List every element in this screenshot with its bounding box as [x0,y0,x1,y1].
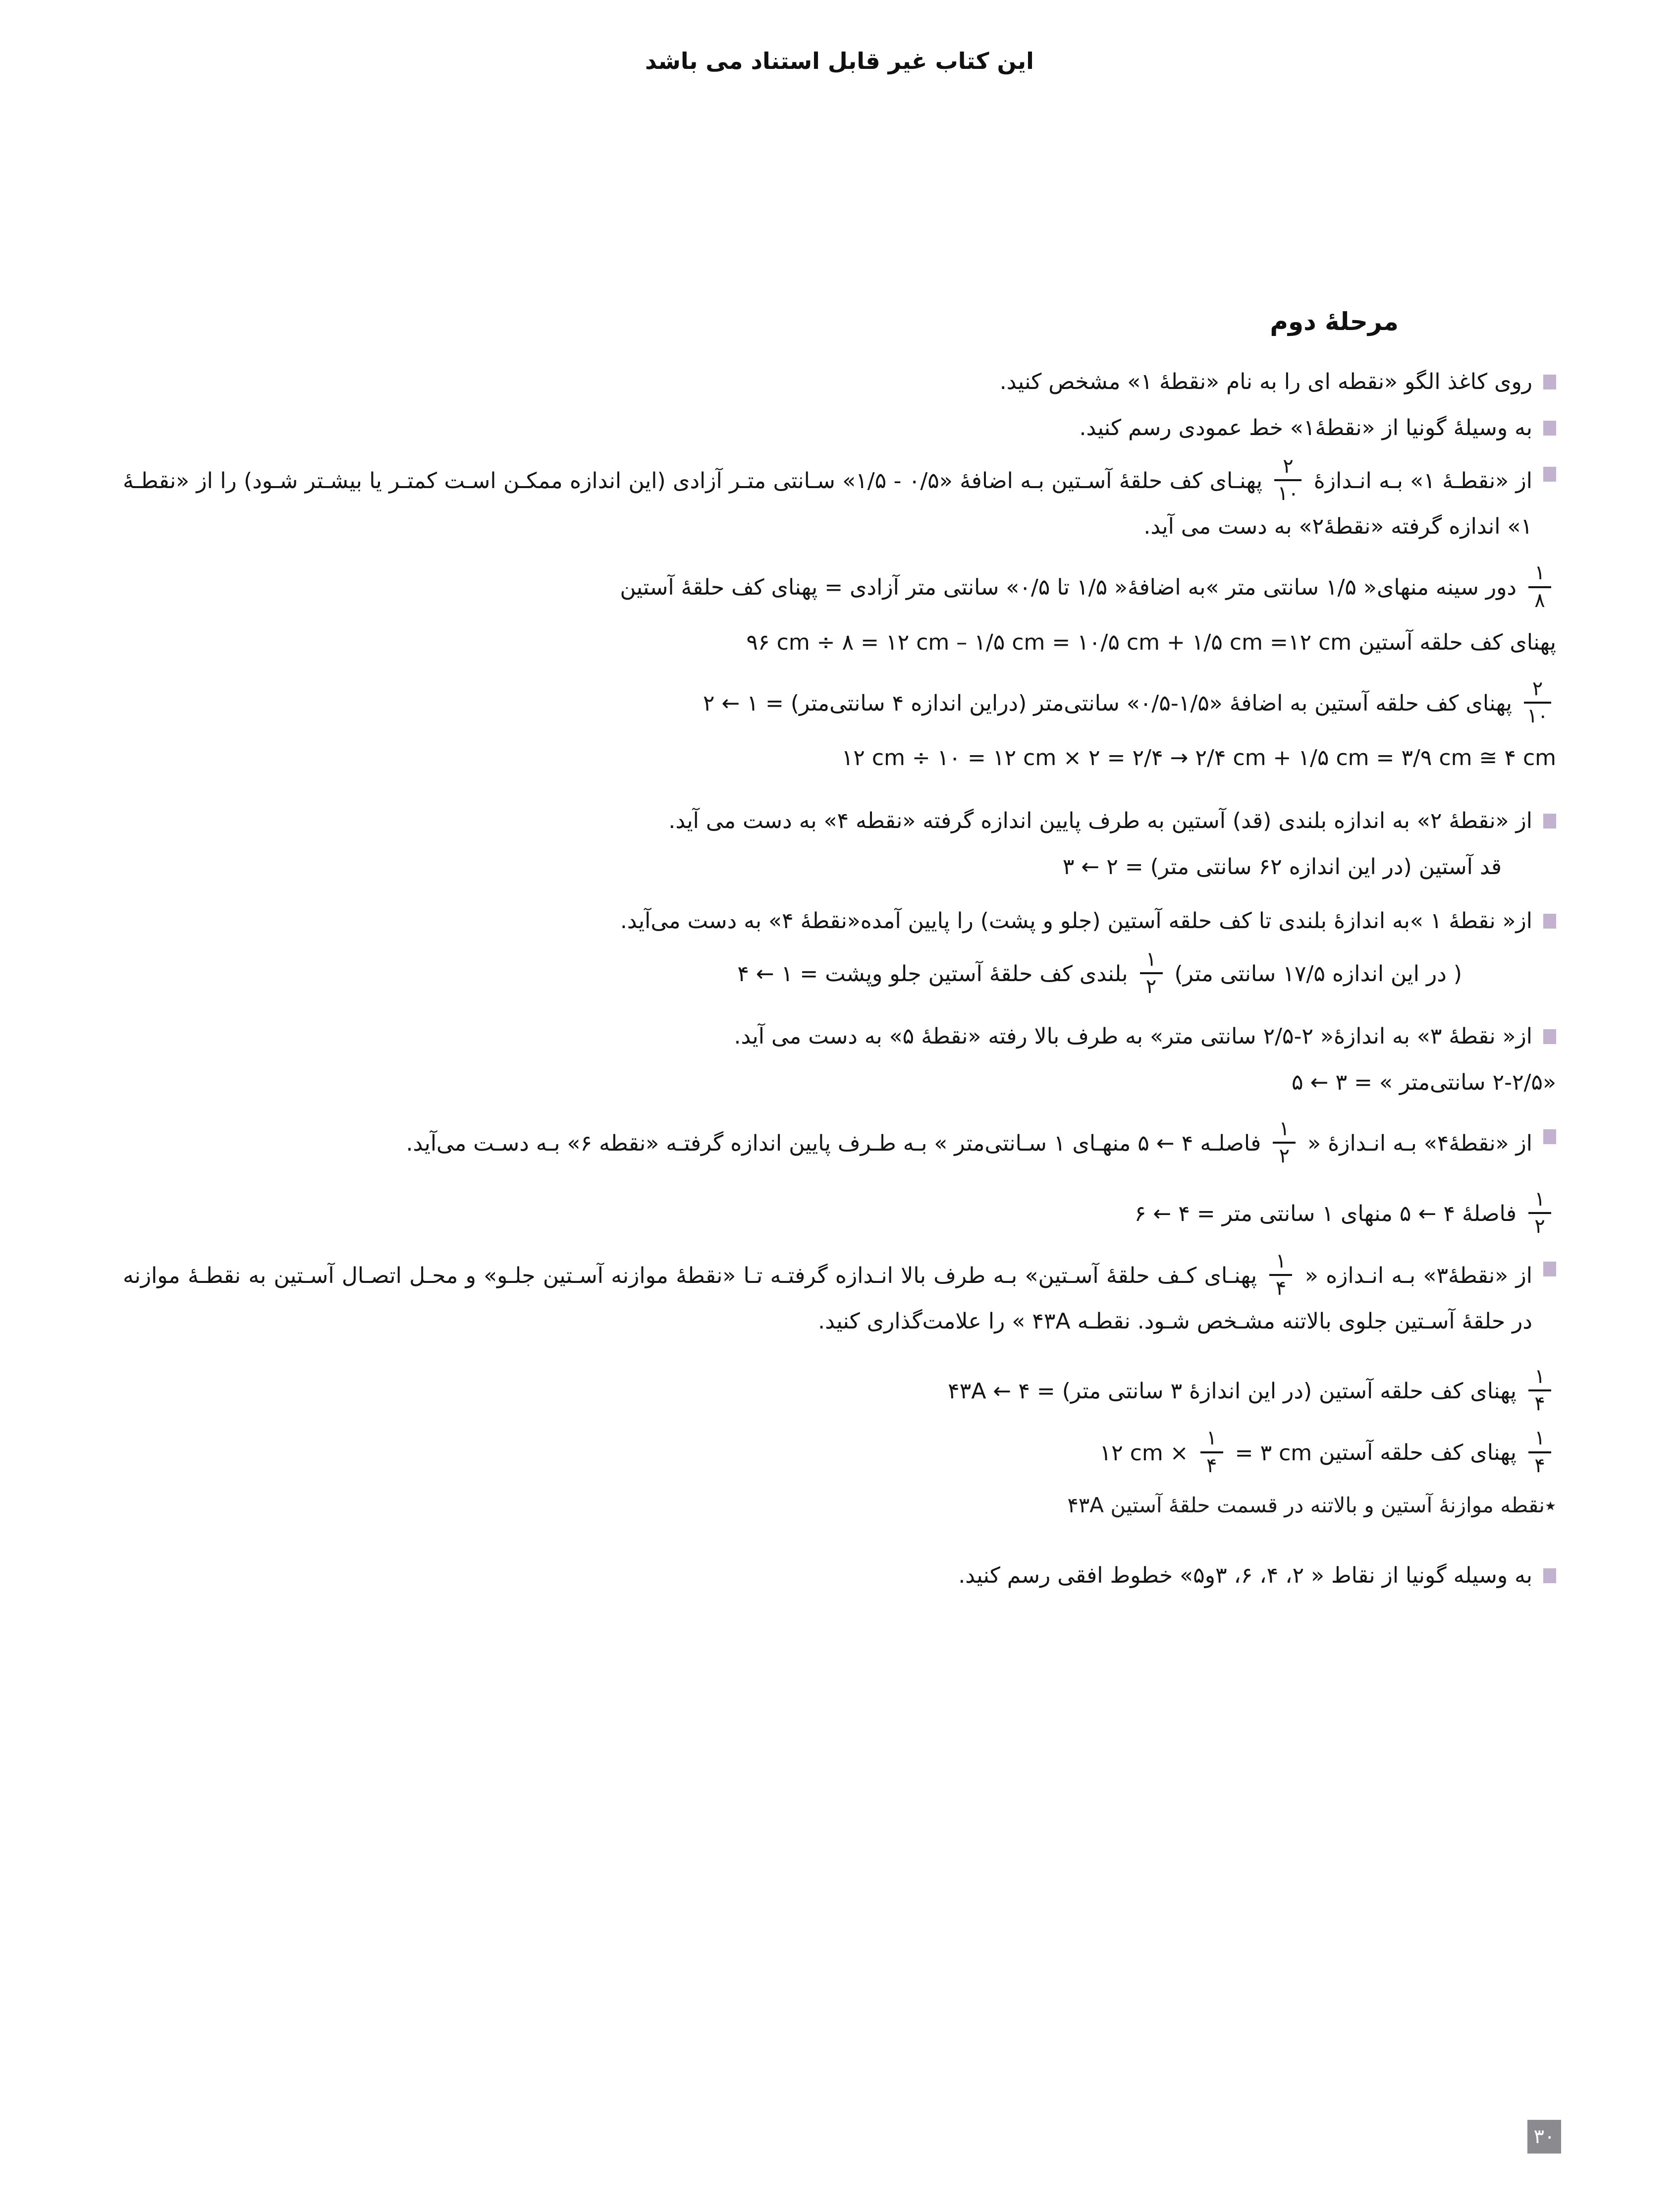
section-title: مرحلهٔ دوم [1270,307,1399,336]
calculation-half-front-back-line [123,949,1556,1001]
calculation-quarter-sleeve-width-text: پهنای کف حلقه آستین (در این اندازهٔ ۳ سانتی متر) = ۴ ← ۴۳A [948,1379,1517,1404]
calculation-quarter-tail: ۱۲ cm × [1099,1440,1189,1466]
square-bullet-icon [1543,1262,1556,1276]
calculation-sleeve-length-line [123,849,1556,886]
calculation-sleeve-width-label: پهنای کف حلقه آستین [1358,629,1556,655]
fraction-one-half [1528,1187,1551,1239]
bullet-item-3-part1: از «نقطـهٔ ۱» بـه انـدازهٔ [1313,468,1532,494]
calculation-chest-formula-text: دور سینه منهای« ۱/۵ سانتی متر »به اضافهٔ« ۱/۵ تا ۰/۵» سانتی متر آزادی = پهنای کف حلقهٔ آستین [620,575,1517,601]
fraction-numerator: ۱ [1145,947,1157,971]
fraction-one-eighth [1528,560,1551,613]
bullet-item-9-text: به وسیله گونیا از نقاط « ۲، ۴، ۶، ۳و۵» خطوط افقی رسم کنید. [958,1562,1532,1588]
square-bullet-icon [1543,814,1556,829]
spacer [123,1349,1556,1366]
fraction-denominator: ۲ [1279,1145,1290,1168]
square-bullet-icon [1543,1029,1556,1044]
bullet-item-4-text: از «نقطهٔ ۲» به اندازه بلندی (قد) آستین به طرف پایین اندازه گرفته «نقطه ۴» به دست می آید. [668,808,1532,833]
bullet-item-8-part2: پهنـای کـف حلقهٔ آسـتین» بـه طرف بالا انـدازه گرفتـه تـا «نقطهٔ موازنه آسـتین جلـو» و محـل اتصـال آسـتین به نقطـهٔ موازنه در حلقهٔ آسـتین جلوی بالاتنه مشـخص شـود. نقطـه ۴۳A » را علامت‌گذاری کنید. [123,1263,1532,1334]
square-bullet-icon [1543,375,1556,389]
bullet-item-7-part1: از «نقطهٔ۴» بـه انـدازهٔ « [1307,1131,1532,1157]
bullet-item-4 [123,803,1556,839]
fraction-denominator: ۴ [1534,1454,1545,1477]
bullet-item-6 [123,1018,1556,1054]
calculation-two-tenths-line [123,678,1556,731]
calculation-distance-four-six [123,1189,1556,1241]
calculation-half-prefix: ( در این اندازه ۱۷/۵ سانتی متر) [1174,961,1462,987]
spacer [123,1526,1556,1557]
spacer [123,895,1556,903]
bullet-item-5 [123,903,1556,939]
bullet-item-3-part2: پهنـای کف حلقهٔ آسـتین بـه اضافهٔ «۰/۵ - ۱/۵» سـانتی متـر آزادی (این اندازه ممکـن اسـت کمتـر یا بیشـتر شـود) را از «نقطـهٔ ۱» اندازه گرفته «نقطهٔ۲» به دست می آید. [123,468,1532,540]
spacer [123,670,1556,678]
calculation-quarter-equals-three-cm [123,1428,1556,1480]
fraction-numerator: ۱ [1534,1188,1545,1211]
fraction-denominator: ۱۰ [1527,704,1548,727]
bullet-item-8-part1: از «نقطهٔ۳» بـه انـدازه « [1304,1263,1532,1288]
fraction-two-tenths [1524,676,1551,729]
bullet-item-5-text: از« نقطهٔ ۱ »به اندازهٔ بلندی تا کف حلقه آستین (جلو و پشت) را پایین آمده«نقطهٔ ۴» به دست می‌آید. [620,908,1532,934]
spacer [123,554,1556,562]
fraction-two-tenths [1274,454,1301,506]
square-bullet-icon [1543,1568,1556,1583]
spacer [123,786,1556,803]
fraction-one-quarter [1528,1364,1551,1417]
fraction-numerator: ۲ [1532,677,1543,700]
calculation-quarter-label: پهنای کف حلقه آستین [1319,1440,1517,1466]
bullet-item-2-text: به وسیلهٔ گونیا از «نقطهٔ۱» خط عمودی رسم کنید. [1079,415,1532,441]
calculation-two-tenths-text: پهنای کف حلقه آستین به اضافهٔ «۱/۵-۰/۵» سانتی‌متر (دراین اندازه ۴ سانتی‌متر) = ۱ ← ۲ [703,690,1513,716]
calculation-sleeve-length-text: قد آستین (در این اندازه ۶۲ سانتی متر) = ۲ ← ۳ [1062,854,1502,880]
bullet-item-3-text [123,456,1532,545]
fraction-numerator: ۲ [1283,455,1294,478]
bullet-item-8 [123,1251,1556,1339]
square-bullet-icon [1543,1129,1556,1144]
calculation-sleeve-width-line [123,624,1556,662]
calculation-point-three-to-five-text: «۲-۲/۵ سانتی‌متر » = ۳ ← ۵ [1292,1070,1556,1096]
bullet-item-7 [123,1118,1556,1171]
fraction-denominator: ۲ [1145,975,1157,998]
fraction-one-quarter-second [1200,1426,1223,1478]
fraction-numerator: ۱ [1279,1117,1290,1140]
page-header-notice: این کتاب غیر قابل استناد می باشد [645,48,1034,74]
calculation-quarter-equals: = ۳ cm [1235,1440,1312,1466]
fraction-one-quarter [1269,1249,1292,1301]
bullet-item-6-text: از« نقطهٔ ۳» به اندازهٔ« ۲-۲/۵ سانتی متر» به طرف بالا رفته «نقطهٔ ۵» به دست می آید. [734,1024,1532,1050]
fraction-numerator: ۱ [1534,1427,1545,1450]
fraction-denominator: ۴ [1206,1454,1217,1477]
spacer [123,1110,1556,1118]
page-number-badge: ۳۰ [1527,2120,1561,2154]
calculation-chest-formula [123,562,1556,615]
fraction-numerator: ۱ [1275,1249,1287,1272]
footnote-balance-point: ٭نقطه موازنهٔ آستین و بالاتنه در قسمت حلقهٔ آستین ۴۳A [1067,1493,1556,1517]
square-bullet-icon [1543,467,1556,482]
bullet-item-9 [123,1557,1556,1594]
calculation-two-tenths-math-text: ۱۲ cm ÷ ۱۰ = ۱۲ cm × ۲ = ۲/۴ → ۲/۴ cm + ۱/۵ cm = ۳/۹ cm ≅ ۴ cm [841,745,1556,771]
fraction-denominator: ۱۰ [1277,482,1299,505]
bullet-item-7-part2: فاصلـه ۴ ← ۵ منهـای ۱ سـانتی‌متر » بـه طـرف پایین اندازه گرفتـه «نقطه ۶» بـه دسـت می‌آید. [406,1131,1261,1157]
calculation-sleeve-width-math: ۹۶ cm ÷ ۸ = ۱۲ cm – ۱/۵ cm = ۱۰/۵ cm + ۱/۵ cm =۱۲ cm [746,629,1352,655]
bullet-item-8-text [123,1251,1532,1339]
calculation-distance-four-six-text: فاصلهٔ ۴ ← ۵ منهای ۱ سانتی متر = ۴ ← ۶ [1134,1201,1517,1227]
fraction-one-quarter [1528,1426,1551,1478]
fraction-numerator: ۱ [1534,1365,1545,1388]
square-bullet-icon [1543,421,1556,436]
fraction-denominator: ۴ [1275,1276,1287,1300]
fraction-denominator: ۸ [1534,589,1545,612]
spacer [123,1181,1556,1189]
fraction-denominator: ۲ [1534,1215,1545,1238]
calculation-point-three-to-five [123,1064,1556,1102]
fraction-denominator: ۴ [1534,1392,1545,1416]
spacer [123,1010,1556,1018]
bullet-item-1-text: روی کاغذ الگو «نقطه ای را به نام «نقطهٔ ۱» مشخص کنید. [999,369,1532,394]
fraction-numerator: ۱ [1206,1427,1217,1450]
fraction-one-half [1273,1116,1296,1169]
fraction-numerator: ۱ [1534,561,1545,585]
page-content [123,307,1556,1604]
fraction-one-half [1140,947,1163,999]
bullet-item-7-text [123,1118,1532,1171]
calculation-quarter-sleeve-width [123,1366,1556,1419]
calculation-half-suffix: بلندی کف حلقهٔ آستین جلو وپشت = ۱ ← ۴ [737,961,1128,987]
bullet-item-2 [123,410,1556,446]
calculation-two-tenths-math [123,740,1556,777]
bullet-item-1 [123,364,1556,400]
square-bullet-icon [1543,914,1556,929]
bullet-item-3 [123,456,1556,545]
